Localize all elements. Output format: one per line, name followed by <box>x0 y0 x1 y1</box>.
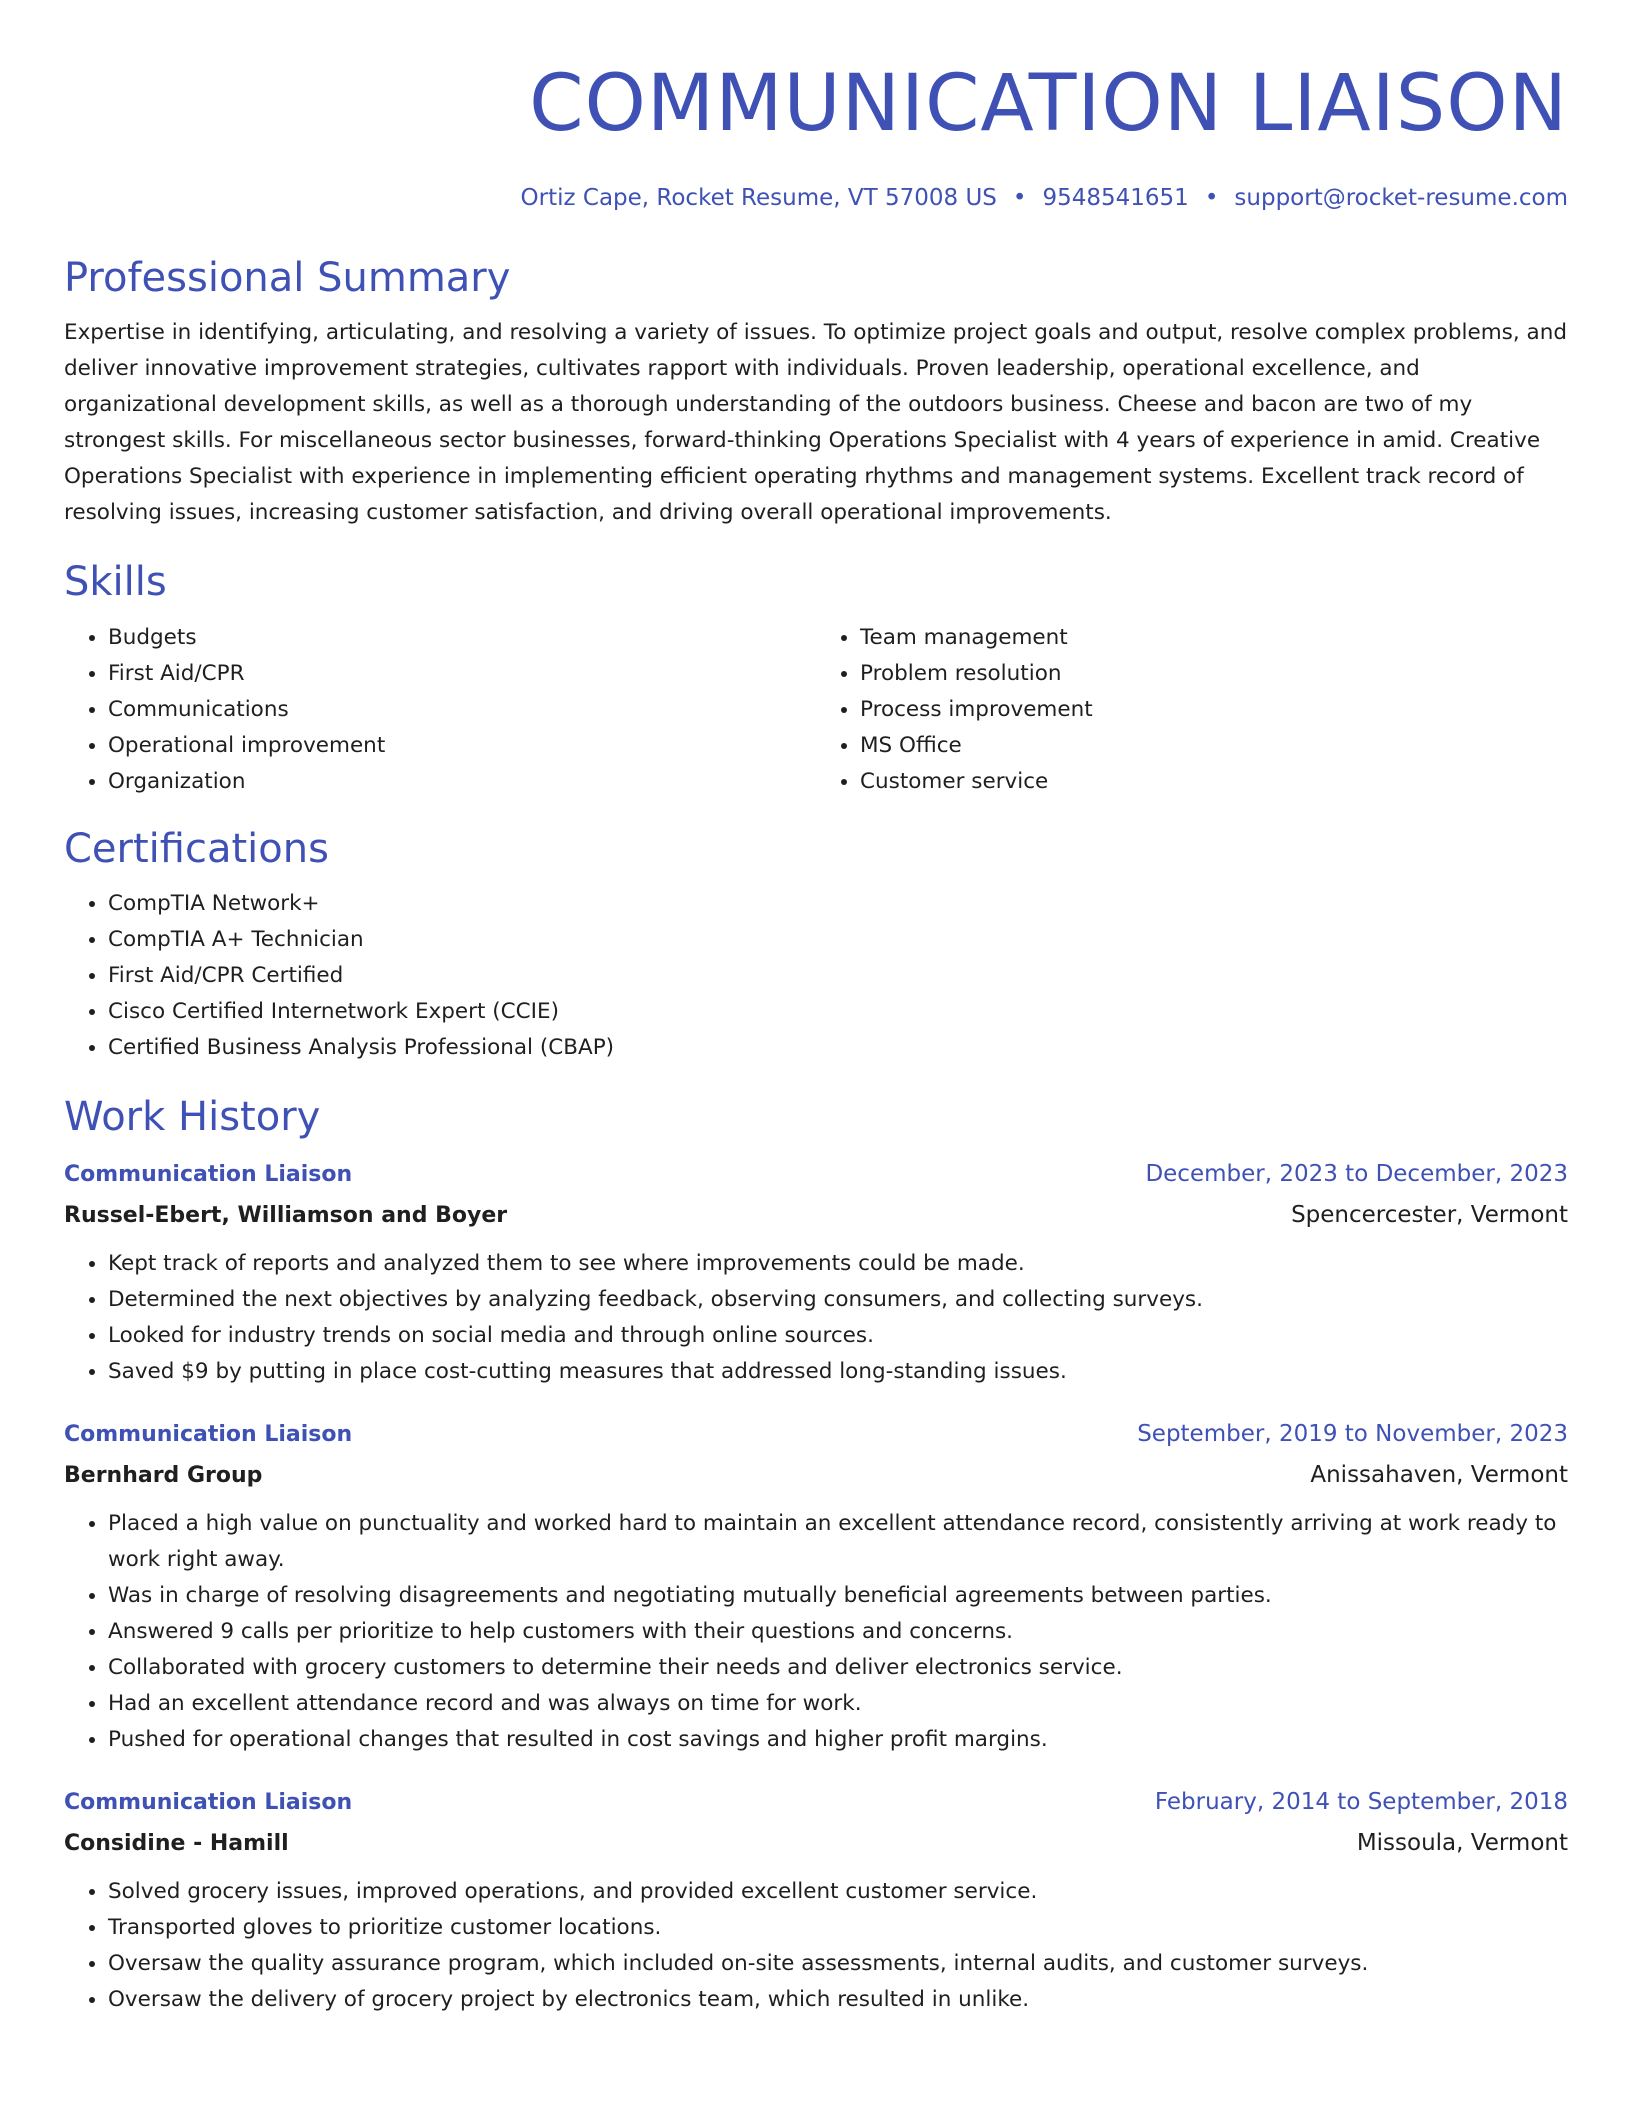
skill-item: • Operational improvement <box>108 728 816 764</box>
job-dates: December, 2023 to December, 2023 <box>1145 1161 1568 1187</box>
job-dates: September, 2019 to November, 2023 <box>1137 1421 1568 1447</box>
job-company: Considine - Hamill <box>64 1831 289 1856</box>
contact-line <box>64 183 1568 213</box>
skill-item: • Team management <box>860 620 1568 656</box>
contact-separator: • <box>1012 185 1027 211</box>
skill-item: • Customer service <box>860 764 1568 800</box>
job-bullet: • Had an excellent attendance record and was always on time for work. <box>108 1686 1568 1722</box>
certification-item: • First Aid/CPR Certified <box>108 958 1568 994</box>
certification-item: • Certified Business Analysis Professional (CBAP) <box>108 1030 1568 1066</box>
job-bullet: • Pushed for operational changes that resulted in cost savings and higher profit margins. <box>108 1722 1568 1758</box>
job-bullets <box>64 1874 1568 2018</box>
job-bullets <box>64 1246 1568 1390</box>
job-company: Bernhard Group <box>64 1463 263 1488</box>
job-dates: February, 2014 to September, 2018 <box>1154 1789 1568 1815</box>
job-header-row <box>64 1414 1568 1455</box>
job-entry <box>64 1154 1568 1390</box>
job-bullets <box>64 1506 1568 1758</box>
certification-item: • Cisco Certified Internetwork Expert (CCIE) <box>108 994 1568 1030</box>
job-bullet: • Solved grocery issues, improved operations, and provided excellent customer service. <box>108 1874 1568 1910</box>
job-entry <box>64 1782 1568 2018</box>
summary-heading: Professional Summary <box>64 255 511 301</box>
job-entry <box>64 1414 1568 1758</box>
certification-item: • CompTIA Network+ <box>108 886 1568 922</box>
contact-address: Ortiz Cape, Rocket Resume, VT 57008 US <box>520 185 997 211</box>
skill-item: • MS Office <box>860 728 1568 764</box>
contact-separator: • <box>1204 185 1219 211</box>
skill-item: • Communications <box>108 692 816 728</box>
skills-heading: Skills <box>64 559 167 605</box>
job-location: Missoula, Vermont <box>1356 1830 1568 1856</box>
job-bullet: • Determined the next objectives by analyzing feedback, observing consumers, and collecting surveys. <box>108 1282 1568 1318</box>
resume-title: COMMUNICATION LIAISON <box>529 59 1568 149</box>
contact-email[interactable]: support@rocket-resume.com <box>1234 185 1568 211</box>
resume-page <box>64 0 1568 2018</box>
job-company: Russel-Ebert, Williamson and Boyer <box>64 1203 508 1228</box>
certifications-heading: Certifications <box>64 826 329 872</box>
skills-grid <box>64 620 1568 800</box>
contact-phone[interactable]: 9548541651 <box>1042 185 1189 211</box>
job-bullet: • Placed a high value on punctuality and worked hard to maintain an excellent attendance record, consistently arriving at work ready to work right away. <box>108 1506 1568 1578</box>
job-location: Anissahaven, Vermont <box>1310 1462 1568 1488</box>
job-bullet: • Was in charge of resolving disagreements and negotiating mutually beneficial agreements between parties. <box>108 1578 1568 1614</box>
certification-item: • CompTIA A+ Technician <box>108 922 1568 958</box>
job-title: Communication Liaison <box>64 1790 353 1815</box>
job-title: Communication Liaison <box>64 1422 353 1447</box>
skill-item: • Process improvement <box>860 692 1568 728</box>
certifications-list <box>64 886 1568 1066</box>
job-bullet: • Saved $9 by putting in place cost-cutting measures that addressed long-standing issues. <box>108 1354 1568 1390</box>
skill-item: • Problem resolution <box>860 656 1568 692</box>
skills-list-right <box>816 620 1568 800</box>
job-bullet: • Oversaw the delivery of grocery project by electronics team, which resulted in unlike. <box>108 1982 1568 2018</box>
job-bullet: • Looked for industry trends on social media and through online sources. <box>108 1318 1568 1354</box>
skill-item: • Organization <box>108 764 816 800</box>
job-bullet: • Kept track of reports and analyzed them to see where improvements could be made. <box>108 1246 1568 1282</box>
skill-item: • Budgets <box>108 620 816 656</box>
job-company-row <box>64 1195 1568 1236</box>
job-company-row <box>64 1823 1568 1864</box>
job-bullet: • Transported gloves to prioritize customer locations. <box>108 1910 1568 1946</box>
summary-text: Expertise in identifying, articulating, and resolving a variety of issues. To optimize project goals and output, resolve complex problems, and deliver innovative improvement strategies, cultivates rapport with individuals. Proven leadership, operational excellence, and organizational development skills, as well as a thorough understanding of the outdoors business. Cheese and bacon are two of my strongest skills. For miscellaneous sector businesses, forward-thinking Operations Specialist with 4 years of experience in amid. Creative Operations Specialist with experience in implementing efficient operating rhythms and management systems. Excellent track record of resolving issues, increasing customer satisfaction, and driving overall operational improvements. <box>64 320 1567 525</box>
skills-list-left <box>64 620 816 800</box>
job-company-row <box>64 1455 1568 1496</box>
job-bullet: • Collaborated with grocery customers to determine their needs and deliver electronics service. <box>108 1650 1568 1686</box>
skill-item: • First Aid/CPR <box>108 656 816 692</box>
job-location: Spencercester, Vermont <box>1291 1202 1568 1228</box>
work-history-heading: Work History <box>64 1094 321 1140</box>
job-bullet: • Answered 9 calls per prioritize to help customers with their questions and concerns. <box>108 1614 1568 1650</box>
job-title: Communication Liaison <box>64 1162 353 1187</box>
job-bullet: • Oversaw the quality assurance program, which included on-site assessments, internal audits, and customer surveys. <box>108 1946 1568 1982</box>
job-header-row <box>64 1782 1568 1823</box>
job-header-row <box>64 1154 1568 1195</box>
